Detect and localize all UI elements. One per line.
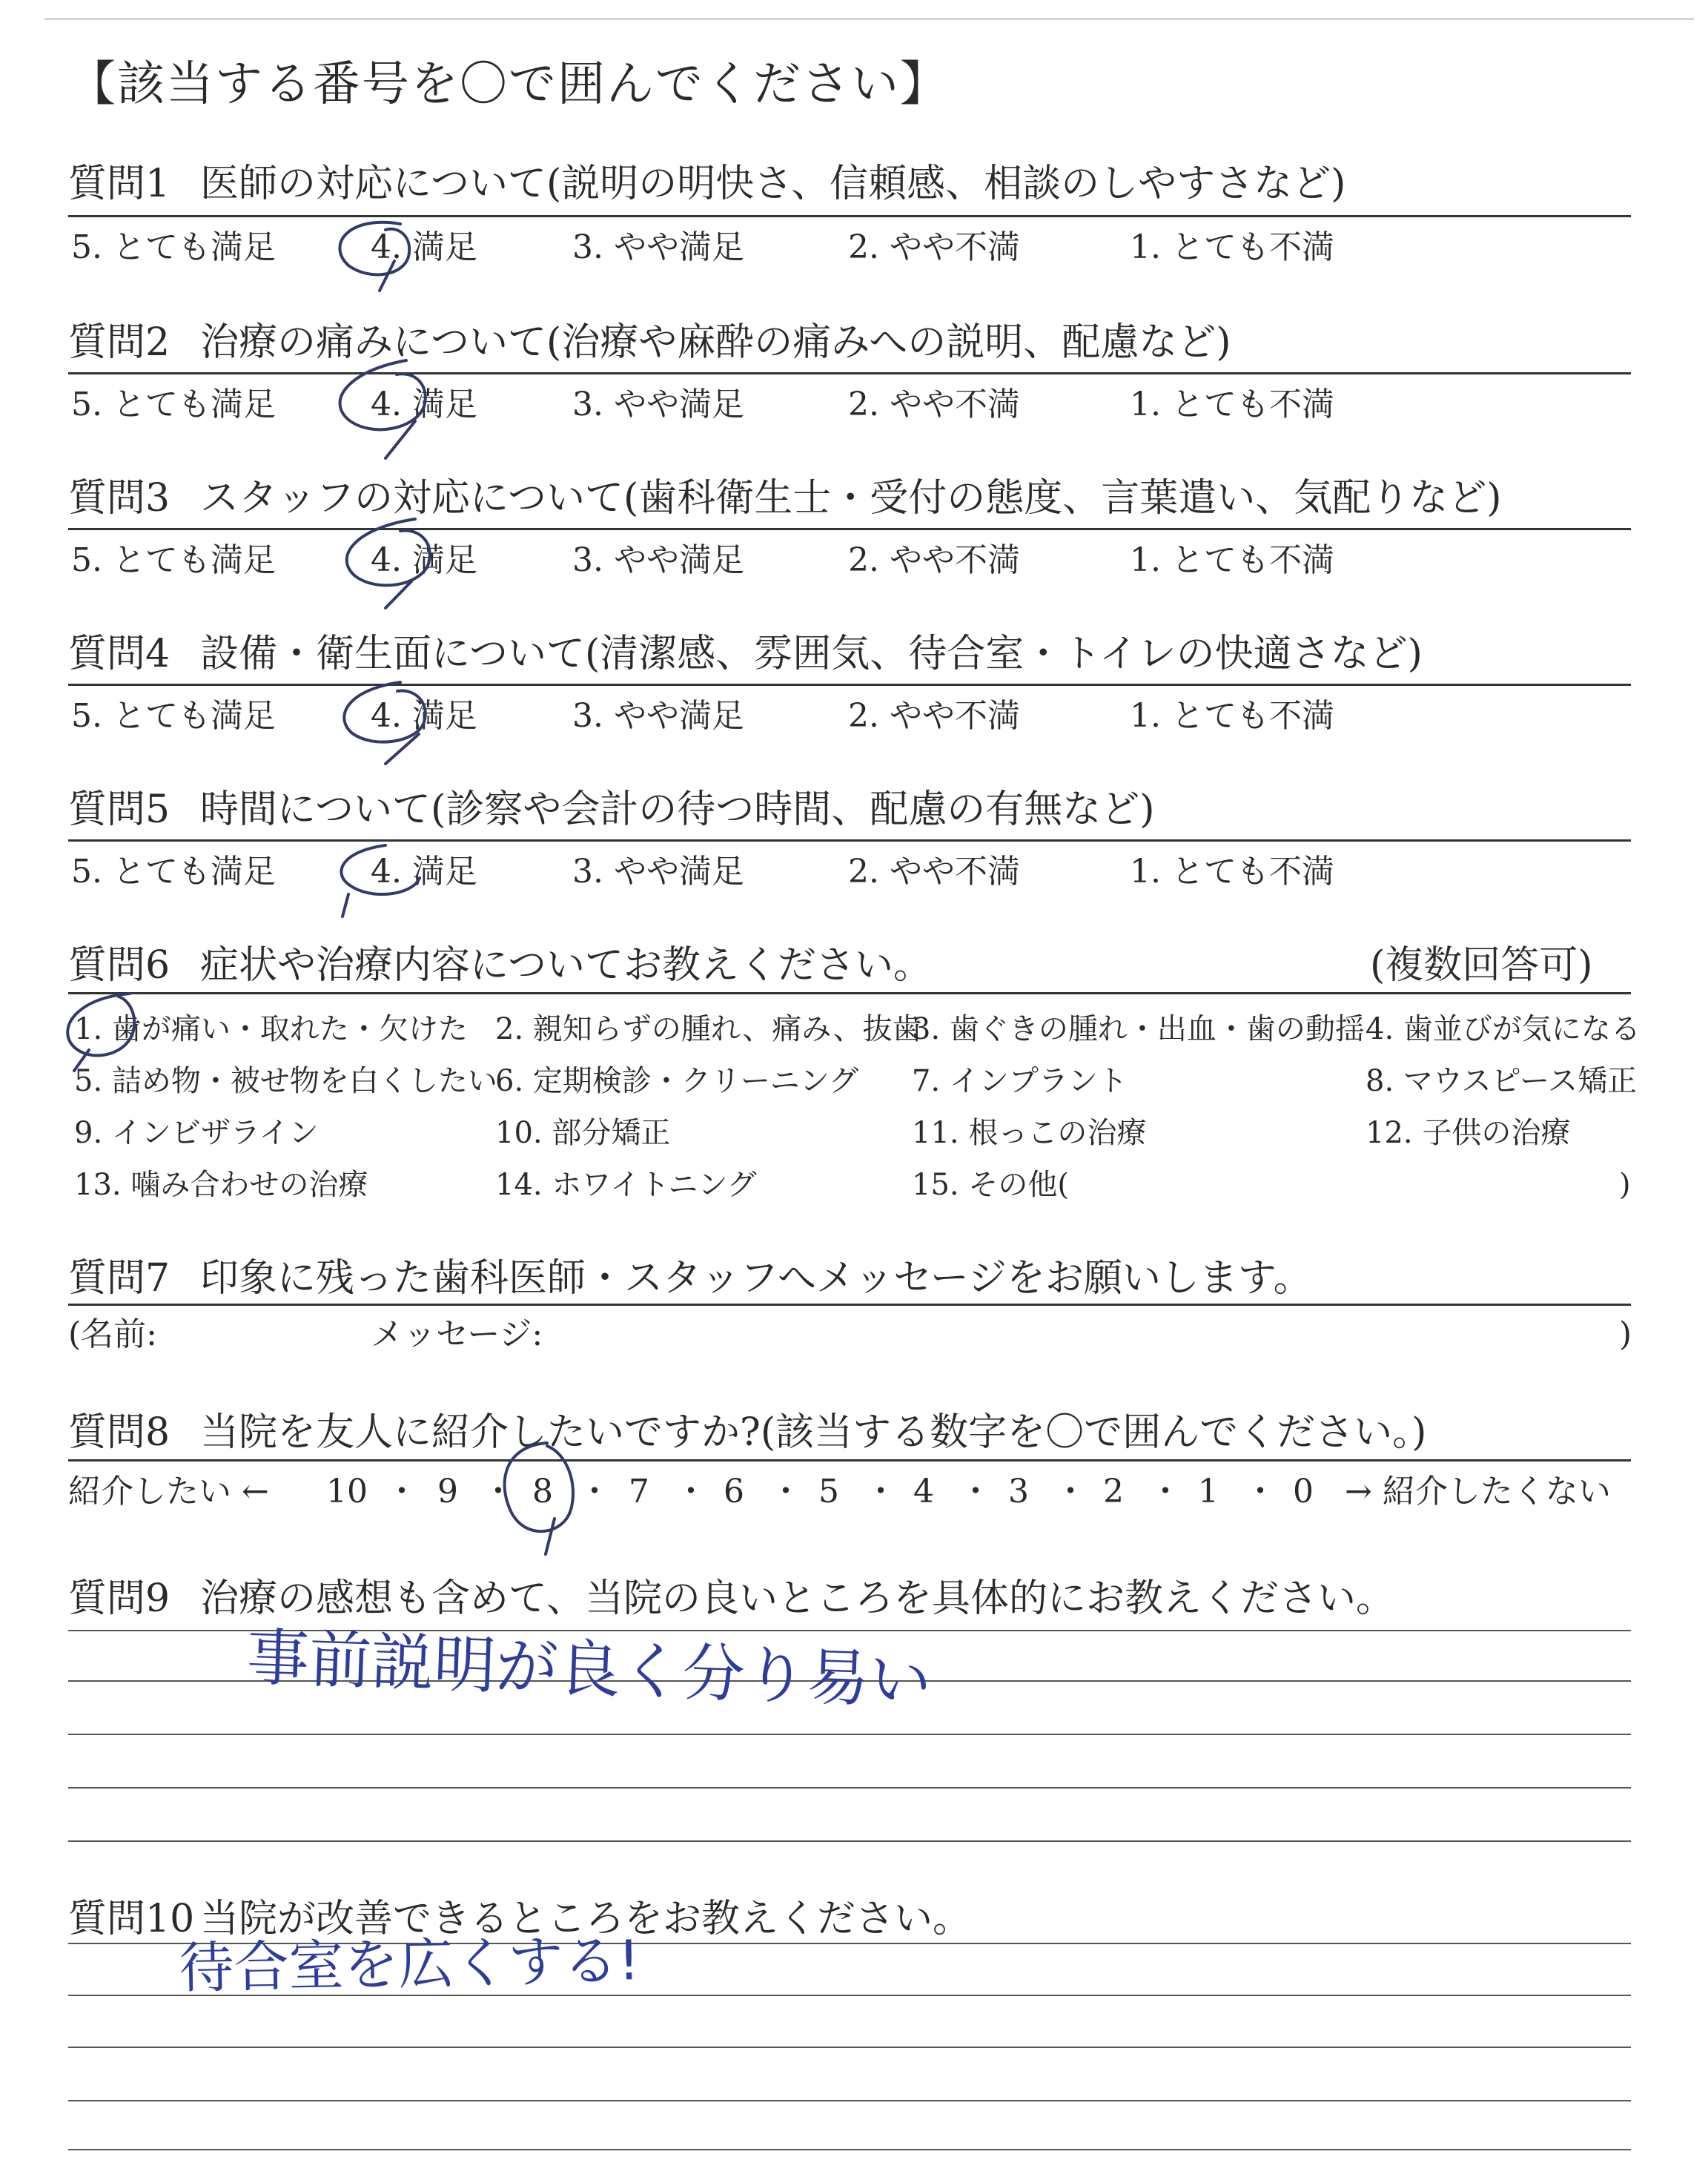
scale-3[interactable]: 3 <box>1008 1473 1029 1510</box>
scale-4[interactable]: 4 <box>913 1473 934 1510</box>
q6-option-5[interactable]: 5. 詰め物・被せ物を白くしたい <box>74 1064 497 1098</box>
scale-separator: ・ <box>578 1473 611 1510</box>
q6-option-3[interactable]: 3. 歯ぐきの腫れ・出血・歯の動揺 <box>912 1012 1365 1046</box>
q5-option-3[interactable]: 3. やや満足 <box>572 853 744 891</box>
q6-option-9[interactable]: 9. インビザライン <box>74 1116 319 1150</box>
scale-2[interactable]: 2 <box>1103 1473 1124 1510</box>
q4-option-2[interactable]: 2. やや不満 <box>848 697 1020 735</box>
q9-handwritten-answer: 事前説明が良く分り易い <box>245 1621 933 1718</box>
question-number: 質問1 <box>68 162 171 206</box>
scale-8[interactable]: 8 <box>532 1473 553 1510</box>
scale-separator: ・ <box>675 1473 707 1510</box>
question-text: 印象に残った歯科医師・スタッフへメッセージをお願いします。 <box>200 1256 1312 1301</box>
question-text: 設備・衛生面について(清潔感、雰囲気、待合室・トイレの快適さなど) <box>200 632 1423 676</box>
q6-option-2[interactable]: 2. 親知らずの腫れ、痛み、抜歯 <box>495 1012 922 1046</box>
q10-handwritten-answer: 待合室を広くする! <box>178 1929 640 2001</box>
scale-5[interactable]: 5 <box>818 1473 839 1510</box>
q5-option-5[interactable]: 5. とても満足 <box>71 853 276 891</box>
question-number: 質問2 <box>68 320 171 365</box>
scale-separator: ・ <box>864 1473 897 1510</box>
q6-option-15[interactable]: 15. その他( <box>912 1168 1069 1202</box>
scale-6[interactable]: 6 <box>724 1473 744 1510</box>
name-field-label: (名前: <box>68 1315 157 1353</box>
question-number: 質問4 <box>68 632 171 676</box>
q1-option-2[interactable]: 2. やや不満 <box>848 228 1020 266</box>
q6-option-7[interactable]: 7. インプラント <box>912 1064 1128 1098</box>
scale-separator: ・ <box>769 1473 802 1510</box>
scale-separator: ・ <box>1054 1473 1087 1510</box>
scale-separator: ・ <box>959 1473 992 1510</box>
q6-option-10[interactable]: 10. 部分矯正 <box>495 1116 671 1150</box>
question-number: 質問8 <box>68 1410 171 1455</box>
q1-option-4[interactable]: 4. 満足 <box>371 228 477 266</box>
question-text: 症状や治療内容についてお教えください。 <box>200 943 932 988</box>
not-recommend-label: → 紹介したくない <box>1345 1473 1611 1510</box>
question-text: 治療の痛みについて(治療や麻酔の痛みへの説明、配慮など) <box>200 320 1231 365</box>
scale-9[interactable]: 9 <box>437 1473 458 1510</box>
q6-option-13[interactable]: 13. 噛み合わせの治療 <box>74 1168 368 1202</box>
recommend-label: 紹介したい ← <box>68 1473 269 1510</box>
q6-option-12[interactable]: 12. 子供の治療 <box>1366 1116 1571 1150</box>
scale-separator: ・ <box>1244 1473 1277 1510</box>
q2-option-2[interactable]: 2. やや不満 <box>848 386 1020 423</box>
q6-option-14[interactable]: 14. ホワイトニング <box>495 1168 757 1202</box>
q2-option-1[interactable]: 1. とても不満 <box>1130 386 1334 423</box>
question-text: 当院を友人に紹介したいですか?(該当する数字を〇で囲んでください。) <box>200 1410 1427 1455</box>
scale-separator: ・ <box>482 1473 514 1510</box>
q4-option-1[interactable]: 1. とても不満 <box>1130 697 1334 735</box>
scale-separator: ・ <box>1149 1473 1182 1510</box>
q3-option-4[interactable]: 4. 満足 <box>371 541 477 579</box>
scale-1[interactable]: 1 <box>1198 1473 1219 1510</box>
q4-option-3[interactable]: 3. やや満足 <box>572 697 744 735</box>
question-text: 医師の対応について(説明の明快さ、信頼感、相談のしやすさなど) <box>200 162 1346 206</box>
q5-option-1[interactable]: 1. とても不満 <box>1130 853 1334 891</box>
question-number: 質問3 <box>68 476 171 521</box>
scale-10[interactable]: 10 <box>326 1473 368 1510</box>
scale-0[interactable]: 0 <box>1293 1473 1314 1510</box>
q4-option-4[interactable]: 4. 満足 <box>371 697 477 735</box>
message-close-paren: ) <box>1619 1315 1632 1353</box>
q6-option-1[interactable]: 1. 歯が痛い・取れた・欠けた <box>74 1012 468 1046</box>
scale-separator: ・ <box>385 1473 418 1510</box>
q2-option-3[interactable]: 3. やや満足 <box>572 386 744 423</box>
q1-option-3[interactable]: 3. やや満足 <box>572 228 744 266</box>
message-field-label: メッセージ: <box>371 1315 543 1353</box>
q2-option-4[interactable]: 4. 満足 <box>371 386 477 423</box>
q4-option-5[interactable]: 5. とても満足 <box>71 697 276 735</box>
q6-option-4[interactable]: 4. 歯並びが気になる <box>1366 1012 1641 1046</box>
q6-other-close-paren: ) <box>1619 1168 1631 1202</box>
question-text: スタッフの対応について(歯科衛生士・受付の態度、言葉遣い、気配りなど) <box>200 476 1502 521</box>
question-number: 質問7 <box>68 1256 171 1301</box>
q6-option-8[interactable]: 8. マウスピース矯正 <box>1366 1064 1638 1098</box>
question-text: 当院が改善できるところをお教えください。 <box>200 1897 972 1941</box>
q5-option-2[interactable]: 2. やや不満 <box>848 853 1020 891</box>
q5-option-4[interactable]: 4. 満足 <box>371 853 477 891</box>
form-title: 【該当する番号を〇で囲んでください】 <box>68 57 949 112</box>
scale-7[interactable]: 7 <box>629 1473 649 1510</box>
q3-option-3[interactable]: 3. やや満足 <box>572 541 744 579</box>
q6-option-11[interactable]: 11. 根っこの治療 <box>912 1116 1147 1150</box>
question-number: 質問9 <box>68 1576 171 1621</box>
question-text: 治療の感想も含めて、当院の良いところを具体的にお教えください。 <box>200 1576 1394 1621</box>
q6-option-6[interactable]: 6. 定期検診・クリーニング <box>495 1064 859 1098</box>
q1-option-5[interactable]: 5. とても満足 <box>71 228 276 266</box>
q3-option-2[interactable]: 2. やや不満 <box>848 541 1020 579</box>
multiple-answer-note: (複数回答可) <box>1370 943 1593 988</box>
q3-option-5[interactable]: 5. とても満足 <box>71 541 276 579</box>
question-number: 質問6 <box>68 943 171 988</box>
q2-option-5[interactable]: 5. とても満足 <box>71 386 276 423</box>
q3-option-1[interactable]: 1. とても不満 <box>1130 541 1334 579</box>
question-number: 質問10 <box>68 1897 195 1941</box>
question-text: 時間について(診察や会計の待つ時間、配慮の有無など) <box>200 787 1155 832</box>
question-number: 質問5 <box>68 787 171 832</box>
q1-option-1[interactable]: 1. とても不満 <box>1130 228 1334 266</box>
